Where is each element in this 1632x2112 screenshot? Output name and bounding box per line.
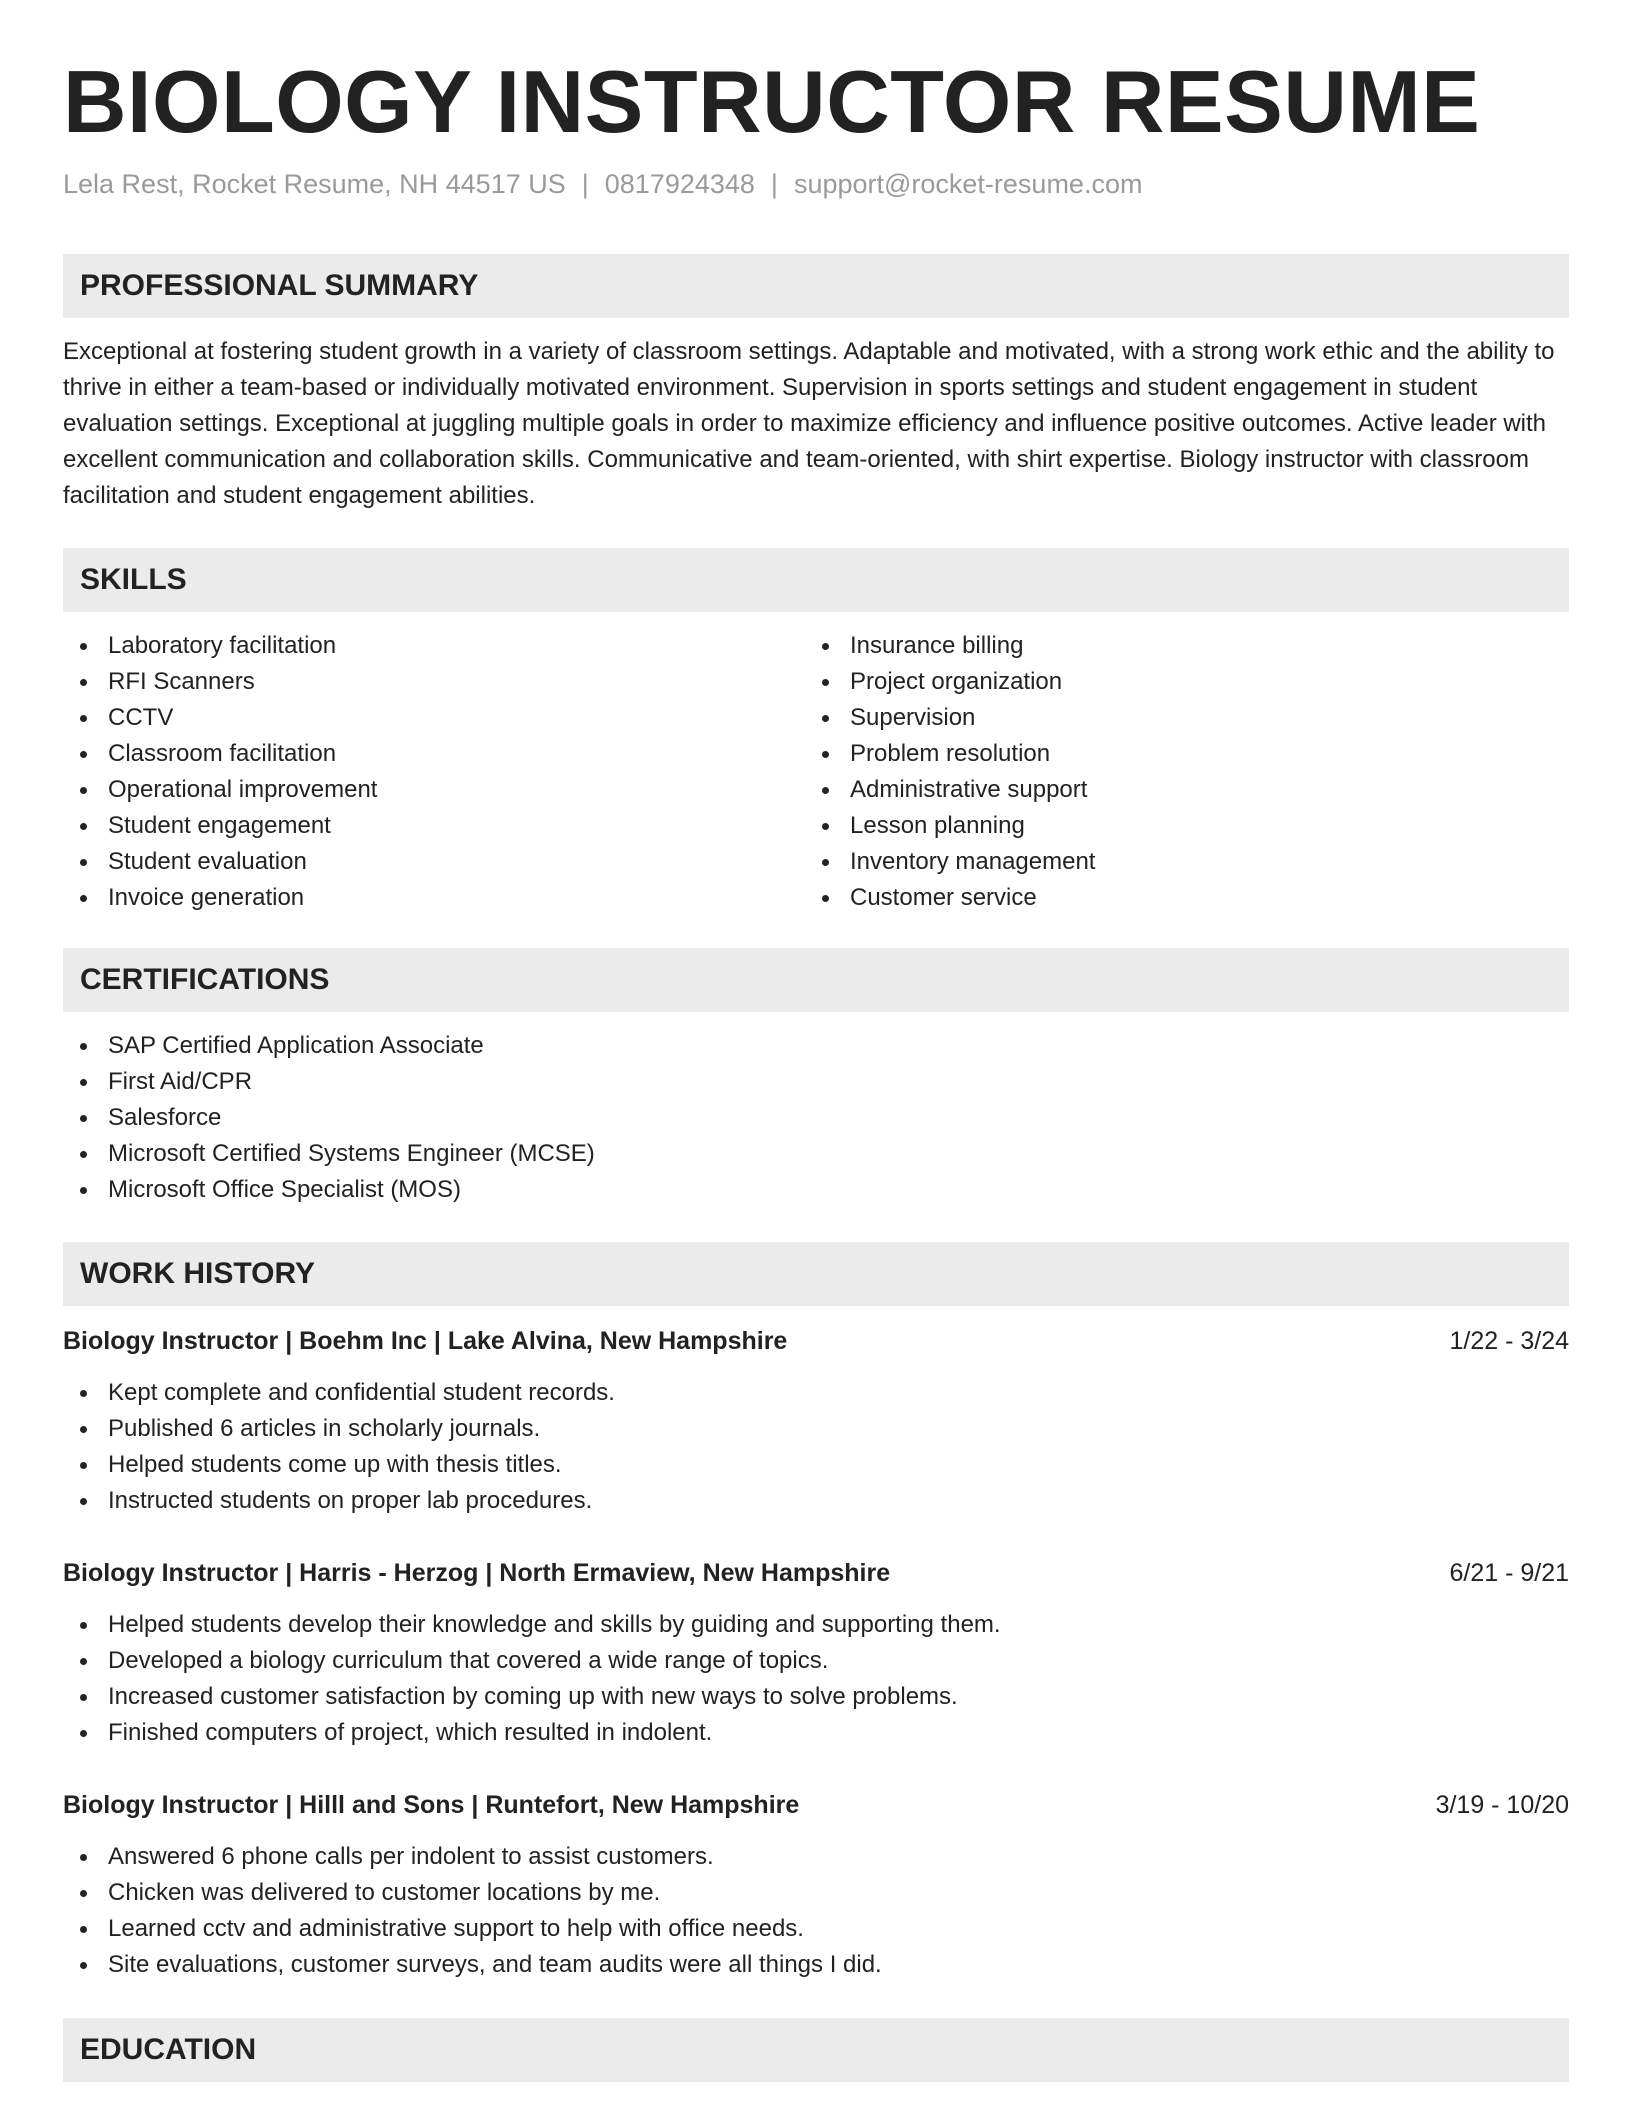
section-header-skills: [63, 548, 1569, 612]
section-title-skills: SKILLS: [80, 563, 187, 596]
certification-item: Microsoft Certified Systems Engineer (MCSE): [63, 1136, 595, 1172]
job-bullet: Chicken was delivered to customer locations by me.: [63, 1875, 882, 1911]
skill-item: Student engagement: [63, 808, 377, 844]
certification-item: First Aid/CPR: [63, 1064, 595, 1100]
job-title: Biology Instructor | Harris - Herzog | North Ermaview, New Hampshire: [63, 1559, 891, 1587]
job-dates: 6/21 - 9/21: [1449, 1559, 1569, 1587]
section-title-certifications: CERTIFICATIONS: [80, 963, 330, 996]
skill-item: Inventory management: [805, 844, 1095, 880]
section-header-education: [63, 2018, 1569, 2082]
job-dates: 3/19 - 10/20: [1435, 1791, 1569, 1819]
skill-item: Supervision: [805, 700, 1095, 736]
skill-item: Insurance billing: [805, 628, 1095, 664]
job-header: [63, 1555, 1569, 1591]
section-header-certifications: [63, 948, 1569, 1012]
job-bullet: Kept complete and confidential student records.: [63, 1375, 615, 1411]
skill-item: Administrative support: [805, 772, 1095, 808]
skill-item: Laboratory facilitation: [63, 628, 377, 664]
section-header-work-history: [63, 1242, 1569, 1306]
contact-line: [63, 166, 1142, 202]
job-bullet: Instructed students on proper lab procedures.: [63, 1483, 615, 1519]
job-bullet: Finished computers of project, which resulted in indolent.: [63, 1715, 1001, 1751]
job-bullet: Increased customer satisfaction by coming up with new ways to solve problems.: [63, 1679, 1001, 1715]
summary-text: Exceptional at fostering student growth in a variety of classroom settings. Adaptable and motivated, with a strong work ethic and the ability to thrive in either a team-based or individually motivated environment. Supervision in sports settings and student engagement in student evaluation settings. Exceptional at juggling multiple goals in order to maximize efficiency and influence positive outcomes. Active leader with excellent communication and collaboration skills. Communicative and team-oriented, with shirt expertise. Biology instructor with classroom facilitation and student engagement abilities.: [63, 338, 1555, 509]
contact-separator: |: [581, 169, 589, 199]
contact-separator: |: [770, 169, 778, 199]
skill-item: Project organization: [805, 664, 1095, 700]
skill-item: RFI Scanners: [63, 664, 377, 700]
job-header: [63, 1323, 1569, 1359]
skill-item: CCTV: [63, 700, 377, 736]
job-header: [63, 1787, 1569, 1823]
section-title-summary: PROFESSIONAL SUMMARY: [80, 269, 479, 302]
job-bullet: Site evaluations, customer surveys, and team audits were all things I did.: [63, 1947, 882, 1983]
certifications-list: [63, 1028, 595, 1208]
job-title: Biology Instructor | Boehm Inc | Lake Alvina, New Hampshire: [63, 1327, 788, 1355]
contact-phone: 0817924348: [604, 169, 755, 199]
job-bullets: [63, 1607, 1001, 1751]
certification-item: Salesforce: [63, 1100, 595, 1136]
section-title-work-history: WORK HISTORY: [80, 1257, 316, 1290]
skill-item: Classroom facilitation: [63, 736, 377, 772]
job-bullets: [63, 1375, 615, 1519]
skill-item: Invoice generation: [63, 880, 377, 916]
job-bullets: [63, 1839, 882, 1983]
job-bullet: Learned cctv and administrative support to help with office needs.: [63, 1911, 882, 1947]
skills-list-right: [805, 628, 1095, 916]
job-dates: 1/22 - 3/24: [1449, 1327, 1569, 1355]
skill-item: Customer service: [805, 880, 1095, 916]
skill-item: Student evaluation: [63, 844, 377, 880]
certification-item: SAP Certified Application Associate: [63, 1028, 595, 1064]
job-bullet: Answered 6 phone calls per indolent to assist customers.: [63, 1839, 882, 1875]
resume-title: BIOLOGY INSTRUCTOR RESUME: [63, 52, 1481, 151]
section-header-summary: [63, 254, 1569, 318]
job-bullet: Developed a biology curriculum that covered a wide range of topics.: [63, 1643, 1001, 1679]
job-bullet: Helped students develop their knowledge and skills by guiding and supporting them.: [63, 1607, 1001, 1643]
skills-list-left: [63, 628, 377, 916]
job-bullet: Published 6 articles in scholarly journals.: [63, 1411, 615, 1447]
contact-email: support@rocket-resume.com: [793, 169, 1143, 199]
skill-item: Operational improvement: [63, 772, 377, 808]
contact-address: Lela Rest, Rocket Resume, NH 44517 US: [63, 169, 566, 199]
job-bullet: Helped students come up with thesis titles.: [63, 1447, 615, 1483]
section-title-education: EDUCATION: [80, 2033, 257, 2066]
skill-item: Problem resolution: [805, 736, 1095, 772]
certification-item: Microsoft Office Specialist (MOS): [63, 1172, 595, 1208]
job-title: Biology Instructor | Hilll and Sons | Runtefort, New Hampshire: [63, 1791, 800, 1819]
skill-item: Lesson planning: [805, 808, 1095, 844]
